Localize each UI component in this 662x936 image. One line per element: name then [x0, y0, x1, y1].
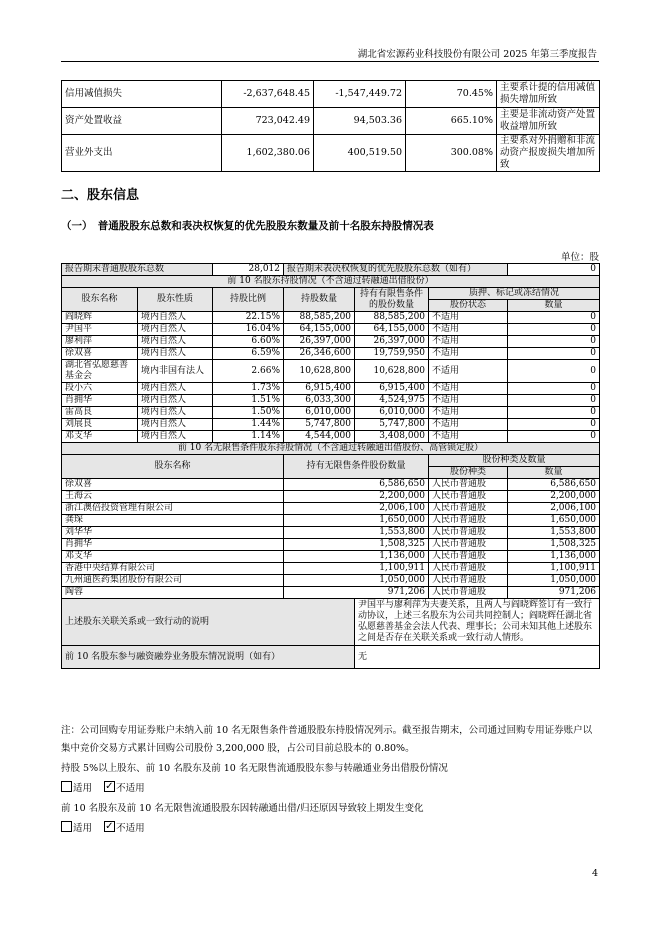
- subsection-title: （一） 普通股股东总数和表决权恢复的优先股股东数量及前十名股东持股情况表: [61, 220, 434, 232]
- caption-row: [62, 276, 600, 288]
- header-row: [62, 288, 600, 300]
- shareholder-name: 邓支华: [62, 551, 284, 563]
- pledge-count: 0: [508, 348, 600, 360]
- holding-qty: 10,628,800: [284, 360, 355, 383]
- page-number: 4: [592, 868, 599, 879]
- table-row: [62, 407, 600, 419]
- share-kind: 人民币普通股: [429, 515, 508, 527]
- table-row: [62, 348, 600, 360]
- shareholder-nature: 境内自然人: [138, 383, 213, 395]
- option-yes: 适用: [73, 823, 93, 834]
- related-row: [62, 599, 600, 646]
- shareholder-name: 徐双喜: [62, 348, 138, 360]
- unrestricted-qty: 1,508,325: [284, 539, 429, 551]
- margin-row: [62, 646, 600, 669]
- column-header: 持股比例: [213, 288, 284, 312]
- column-header: 持有有限售条件的股份数量: [355, 288, 429, 312]
- note-buyback: 注：公司回购专用证券账户未纳入前 10 名无限售条件普通股股东持股情况列示。截至报告期末，公司通过回购专用证券账户以集中竞价交易方式累计回购公司股份 3,200,000 股，占公司目前总股本的 0.80%。: [61, 725, 593, 754]
- unit-label: 单位：股: [560, 252, 599, 263]
- summary-row: [62, 264, 600, 276]
- restricted-qty: 6,915,400: [355, 383, 429, 395]
- pledge-status: 不适用: [429, 348, 508, 360]
- table-row: [62, 551, 600, 563]
- restricted-qty: 10,628,800: [355, 360, 429, 383]
- table-row: [62, 587, 600, 599]
- pledge-status: 不适用: [429, 324, 508, 336]
- table-row: [62, 324, 600, 336]
- pledge-count: 0: [508, 407, 600, 419]
- holding-ratio: 16.04%: [213, 324, 284, 336]
- caption-row: [62, 443, 600, 455]
- pledge-count: 0: [508, 383, 600, 395]
- table-row: [62, 383, 600, 395]
- holding-ratio: 2.66%: [213, 360, 284, 383]
- shareholder-nature: 境内自然人: [138, 419, 213, 431]
- pledge-count: 0: [508, 431, 600, 443]
- previous-cell: 94,503.36: [314, 108, 406, 135]
- shareholder-name: 阎晓辉: [62, 312, 138, 324]
- change-cell: 300.08%: [406, 135, 497, 172]
- share-count: 2,006,100: [508, 503, 600, 515]
- share-count: 6,586,650: [508, 479, 600, 491]
- shareholder-table: [61, 263, 600, 669]
- shareholder-name: 肖拥华: [62, 539, 284, 551]
- share-kind: 人民币普通股: [429, 527, 508, 539]
- previous-cell: -1,547,449.72: [314, 81, 406, 108]
- restricted-qty: 19,759,950: [355, 348, 429, 360]
- share-count: 1,136,000: [508, 551, 600, 563]
- shareholder-name: 九州通医药集团股份有限公司: [62, 575, 284, 587]
- unrestricted-qty: 2,006,100: [284, 503, 429, 515]
- shareholder-nature: 境内自然人: [138, 395, 213, 407]
- holding-ratio: 6.59%: [213, 348, 284, 360]
- shareholder-nature: 境内自然人: [138, 348, 213, 360]
- table-row: [62, 479, 600, 491]
- restricted-qty: 5,747,800: [355, 419, 429, 431]
- unrestricted-qty: 1,100,911: [284, 563, 429, 575]
- share-count: 1,553,800: [508, 527, 600, 539]
- related-label: 上述股东关联关系或一致行动的说明: [62, 599, 355, 646]
- holding-qty: 26,346,600: [284, 348, 355, 360]
- shareholder-name: 段小六: [62, 383, 138, 395]
- item-cell: 资产处置收益: [62, 108, 222, 135]
- shareholder-nature: 境内自然人: [138, 431, 213, 443]
- table-row: [62, 81, 600, 108]
- pledge-status: 不适用: [429, 431, 508, 443]
- table-caption: 前 10 名无限售条件股东持股情况（不含通过转融通出借股份、高管锁定股）: [62, 443, 600, 455]
- previous-cell: 400,519.50: [314, 135, 406, 172]
- shareholder-name: 刘展良: [62, 419, 138, 431]
- column-header: 股份种类: [429, 467, 508, 479]
- share-kind: 人民币普通股: [429, 575, 508, 587]
- pledge-status: 不适用: [429, 312, 508, 324]
- share-kind: 人民币普通股: [429, 491, 508, 503]
- restricted-qty: 6,010,000: [355, 407, 429, 419]
- restricted-qty: 26,397,000: [355, 336, 429, 348]
- column-header: 股东名称: [62, 455, 284, 479]
- related-text: 尹国平与廖利萍为夫妻关系，且两人与阎晓辉签订有一致行动协议，上述三名股东为公司共同控制人；阎晓辉任湖北省弘愿慈善基金会法人代表、理事长；公司未知其他上述股东之间是否存在关联关系或一致行动人情形。: [355, 599, 600, 646]
- restricted-qty: 64,155,000: [355, 324, 429, 336]
- table-row: [62, 312, 600, 324]
- shareholder-nature: 境内自然人: [138, 407, 213, 419]
- column-header: 持股数量: [284, 288, 355, 312]
- table-row: [62, 135, 600, 172]
- holding-ratio: 1.14%: [213, 431, 284, 443]
- pledge-status: 不适用: [429, 336, 508, 348]
- pledge-status: 不适用: [429, 360, 508, 383]
- holding-ratio: 1.44%: [213, 419, 284, 431]
- column-header: 数量: [508, 300, 600, 312]
- holding-qty: 5,747,800: [284, 419, 355, 431]
- column-header: 股东性质: [138, 288, 213, 312]
- share-count: 1,050,000: [508, 575, 600, 587]
- unrestricted-qty: 971,206: [284, 587, 429, 599]
- unchecked-box-icon[interactable]: [61, 821, 72, 832]
- section-title: 二、股东信息: [61, 188, 140, 203]
- holding-qty: 64,155,000: [284, 324, 355, 336]
- shareholder-name: 龚琛: [62, 515, 284, 527]
- share-kind: 人民币普通股: [429, 479, 508, 491]
- holding-ratio: 22.15%: [213, 312, 284, 324]
- pledge-status: 不适用: [429, 419, 508, 431]
- summary-label: 报告期末普通股股东总数: [62, 264, 213, 276]
- unrestricted-qty: 2,200,000: [284, 491, 429, 503]
- share-count: 1,100,911: [508, 563, 600, 575]
- holding-qty: 88,585,200: [284, 312, 355, 324]
- reason-cell: 主要系计提的信用减值损失增加所致: [497, 81, 600, 108]
- checked-box-icon[interactable]: [104, 821, 115, 832]
- pledge-count: 0: [508, 312, 600, 324]
- unrestricted-qty: 1,553,800: [284, 527, 429, 539]
- pledge-count: 0: [508, 419, 600, 431]
- change-options: [61, 820, 601, 838]
- pledge-count: 0: [508, 360, 600, 383]
- shareholder-name: 邓支华: [62, 431, 138, 443]
- shareholder-name: 王海云: [62, 491, 284, 503]
- share-kind: 人民币普通股: [429, 551, 508, 563]
- item-cell: 信用减值损失: [62, 81, 222, 108]
- shareholder-name: 雷高良: [62, 407, 138, 419]
- shareholder-name: 刘华华: [62, 527, 284, 539]
- shareholder-name: 浙江澳倍投资管理有限公司: [62, 503, 284, 515]
- option-yes: 适用: [73, 783, 93, 794]
- column-header: 股份状态: [429, 300, 508, 312]
- table-row: [62, 515, 600, 527]
- margin-label: 前 10 名股东参与融资融券业务股东情况说明（如有）: [62, 646, 355, 669]
- pledge-count: 0: [508, 324, 600, 336]
- shareholder-name: 陶蓉: [62, 587, 284, 599]
- table-row: [62, 491, 600, 503]
- pledge-count: 0: [508, 395, 600, 407]
- holding-ratio: 1.50%: [213, 407, 284, 419]
- share-kind: 人民币普通股: [429, 539, 508, 551]
- unchecked-box-icon[interactable]: [61, 781, 72, 792]
- shareholder-name: 香港中央结算有限公司: [62, 563, 284, 575]
- holding-qty: 6,915,400: [284, 383, 355, 395]
- note-lending: 持股 5%以上股东、前 10 名股东及前 10 名无限售流通股股东参与转融通业务出借股份情况: [61, 763, 448, 774]
- column-header: 持有无限售条件股份数量: [284, 455, 429, 479]
- share-kind: 人民币普通股: [429, 563, 508, 575]
- lending-options: [61, 780, 601, 798]
- table-row: [62, 360, 600, 383]
- table-caption: 前 10 名股东持股情况（不含通过转融通出借股份）: [62, 276, 600, 288]
- unrestricted-qty: 1,136,000: [284, 551, 429, 563]
- column-header: 股份种类及数量: [429, 455, 600, 467]
- table-row: [62, 336, 600, 348]
- shareholder-name: 徐双喜: [62, 479, 284, 491]
- table-row: [62, 527, 600, 539]
- holding-qty: 4,544,000: [284, 431, 355, 443]
- table-row: [62, 395, 600, 407]
- shareholder-nature: 境内自然人: [138, 336, 213, 348]
- shareholder-name: 廖利萍: [62, 336, 138, 348]
- header-row: [62, 455, 600, 467]
- summary-value: 28,012: [213, 264, 284, 276]
- column-header: 数量: [508, 467, 600, 479]
- share-kind: 人民币普通股: [429, 587, 508, 599]
- note-change: 前 10 名股东及前 10 名无限售流通股股东因转融通出借/归还原因导致较上期发生变化: [61, 803, 424, 814]
- holding-ratio: 1.51%: [213, 395, 284, 407]
- table-row: [62, 575, 600, 587]
- share-kind: 人民币普通股: [429, 503, 508, 515]
- current-cell: 723,042.49: [222, 108, 314, 135]
- checked-box-icon[interactable]: [104, 781, 115, 792]
- table-row: [62, 563, 600, 575]
- reason-cell: 主要系对外捐赠和非流动资产报废损失增加所致: [497, 135, 600, 172]
- change-cell: 665.10%: [406, 108, 497, 135]
- option-no: 不适用: [116, 823, 145, 834]
- table-row: [62, 431, 600, 443]
- item-cell: 营业外支出: [62, 135, 222, 172]
- holding-qty: 6,010,000: [284, 407, 355, 419]
- pledge-count: 0: [508, 336, 600, 348]
- restricted-qty: 3,408,000: [355, 431, 429, 443]
- pledge-status: 不适用: [429, 383, 508, 395]
- column-header: 质押、标记或冻结情况: [429, 288, 600, 300]
- reason-cell: 主要是非流动资产处置收益增加所致: [497, 108, 600, 135]
- holding-qty: 6,033,300: [284, 395, 355, 407]
- holding-qty: 26,397,000: [284, 336, 355, 348]
- shareholder-name: 肖拥华: [62, 395, 138, 407]
- share-count: 1,650,000: [508, 515, 600, 527]
- pledge-status: 不适用: [429, 395, 508, 407]
- pledge-status: 不适用: [429, 407, 508, 419]
- header-divider: [61, 61, 599, 62]
- summary-label: 报告期末表决权恢复的优先股股东总数（如有）: [284, 264, 508, 276]
- report-header: 湖北省宏源药业科技股份有限公司 2025 年第三季度报告: [357, 49, 597, 60]
- restricted-qty: 88,585,200: [355, 312, 429, 324]
- unrestricted-qty: 6,586,650: [284, 479, 429, 491]
- share-count: 1,508,325: [508, 539, 600, 551]
- holding-ratio: 1.73%: [213, 383, 284, 395]
- holding-ratio: 6.60%: [213, 336, 284, 348]
- current-cell: -2,637,648.45: [222, 81, 314, 108]
- option-no: 不适用: [116, 783, 145, 794]
- shareholder-nature: 境内自然人: [138, 324, 213, 336]
- table-row: [62, 419, 600, 431]
- share-count: 2,200,000: [508, 491, 600, 503]
- change-cell: 70.45%: [406, 81, 497, 108]
- shareholder-name: 湖北省弘愿慈善基金会: [62, 360, 138, 383]
- summary-value: 0: [508, 264, 600, 276]
- unrestricted-qty: 1,650,000: [284, 515, 429, 527]
- column-header: 股东名称: [62, 288, 138, 312]
- table-row: [62, 539, 600, 551]
- share-count: 971,206: [508, 587, 600, 599]
- table-row: [62, 108, 600, 135]
- shareholder-nature: 境内自然人: [138, 312, 213, 324]
- restricted-qty: 4,524,975: [355, 395, 429, 407]
- shareholder-nature: 境内非国有法人: [138, 360, 213, 383]
- shareholder-name: 尹国平: [62, 324, 138, 336]
- unrestricted-qty: 1,050,000: [284, 575, 429, 587]
- income-change-table: [61, 80, 600, 172]
- table-row: [62, 503, 600, 515]
- current-cell: 1,602,380.06: [222, 135, 314, 172]
- margin-text: 无: [355, 646, 600, 669]
